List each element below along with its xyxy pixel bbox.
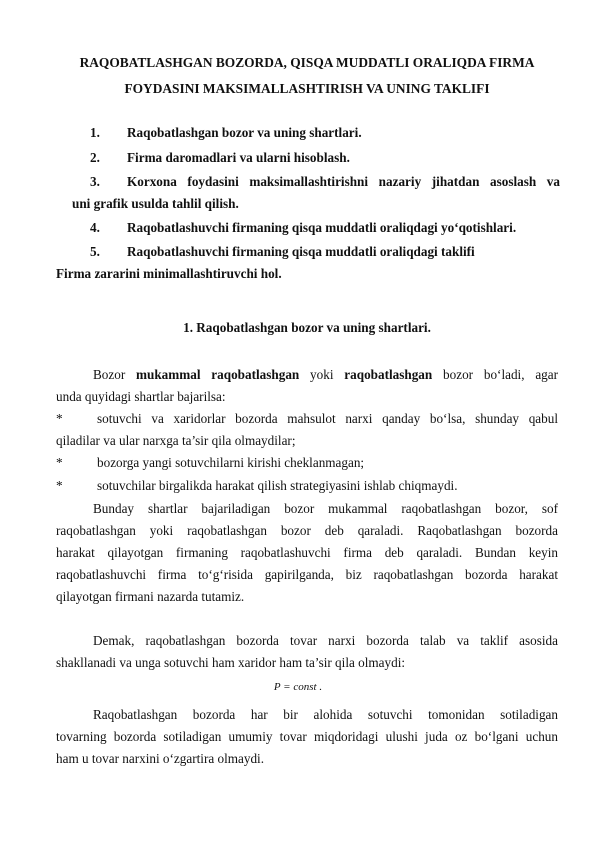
plan-item-3-continuation: uni grafik usulda tahlil qilish.: [72, 196, 239, 211]
para1-word: bozor bo‘ladi, agar: [443, 367, 559, 382]
plan-text: Raqobatlashuvchi firmaning qisqa muddatli oraliqdagi yo‘qotishlari.: [127, 220, 517, 235]
paragraph-2-line-2: raqobatlashgan yoki raqobatlashgan bozor deb qaraladi. Raqobatlashgan bozorda: [56, 523, 558, 538]
bullet-mark: *: [56, 455, 63, 470]
paragraph-2-line-5: qilayotgan firmani nazarda tutamiz.: [56, 589, 245, 604]
bullet-mark: *: [56, 478, 63, 493]
paragraph-3-line-1: Demak, raqobatlashgan bozorda tovar narxi bozorda talab va taklif asosida: [93, 633, 558, 648]
paragraph-4-line-3: ham u tovar narxini o‘zgartira olmaydi.: [56, 751, 264, 766]
plan-number: 4.: [90, 220, 100, 235]
bullet-3-text: sotuvchilar birgalikda harakat qilish strategiyasini ishlab chiqmaydi.: [97, 478, 458, 493]
plan-text: Raqobatlashuvchi firmaning qisqa muddatli oraliqdagi taklifi: [127, 244, 475, 259]
paragraph-1-line-2: unda quyidagi shartlar bajarilsa:: [56, 389, 226, 404]
plan-text: Korxona foydasini maksimallashtirishni nazariy jihatdan asoslash va: [127, 174, 560, 189]
para1-word: yoki: [310, 367, 334, 382]
para1-bold-term: mukammal raqobatlashgan: [136, 367, 300, 382]
plan-number: 3.: [90, 174, 100, 189]
bullet-2-text: bozorga yangi sotuvchilarni kirishi cheklanmagan;: [97, 455, 365, 470]
plan-number: 1.: [90, 125, 100, 140]
paragraph-3-line-2: shakllanadi va unga sotuvchi ham xaridor ham ta’sir qila olmaydi:: [56, 655, 406, 670]
plan-number: 5.: [90, 244, 100, 259]
document-title: [56, 50, 558, 102]
paragraph-4-line-2: tovarning bozorda sotiladigan umumiy tovar miqdoridagi ulushi juda oz bo‘lgani uchun: [56, 729, 558, 744]
bullet-mark: *: [56, 411, 63, 426]
plan-number: 2.: [90, 150, 100, 165]
paragraph-4-line-1: Raqobatlashgan bozorda har bir alohida sotuvchi tomonidan sotiladigan: [93, 707, 558, 722]
paragraph-1-line-1: [93, 364, 558, 386]
section-heading: 1. Raqobatlashgan bozor va uning shartlari.: [183, 320, 431, 335]
title-line-2: FOYDASINI MAKSIMALLASHTIRISH VA UNING TAKLIFI: [124, 81, 490, 96]
formula: P = const .: [273, 681, 323, 693]
plan-text: Raqobatlashgan bozor va uning shartlari.: [127, 125, 362, 140]
para1-word: Bozor: [93, 367, 126, 382]
paragraph-2-line-1: Bunday shartlar bajariladigan bozor mukammal raqobatlashgan bozor, sof: [93, 501, 558, 516]
paragraph-2-line-3: harakat qilayotgan firmaning raqobatlashuvchi firma deb qaraladi. Bundan keyin: [56, 545, 558, 560]
bullet-1-line-1: sotuvchi va xaridorlar bozorda mahsulot narxi qanday bo‘lsa, shunday qabul: [97, 411, 558, 426]
paragraph-2-line-4: raqobatlashuvchi firma to‘g‘risida gapirilganda, biz raqobatlashgan bozorda harakat: [56, 567, 558, 582]
bullet-1-line-2: qiladilar va ular narxga ta’sir qila olmaydilar;: [56, 433, 296, 448]
plan-item-5-tail: Firma zararini minimallashtiruvchi hol.: [56, 266, 282, 281]
plan-text: Firma daromadlari va ularni hisoblash.: [127, 150, 350, 165]
para1-bold-term: raqobatlashgan: [344, 367, 433, 382]
title-line-1: RAQOBATLASHGAN BOZORDA, QISQA MUDDATLI ORALIQDA FIRMA: [79, 55, 535, 70]
